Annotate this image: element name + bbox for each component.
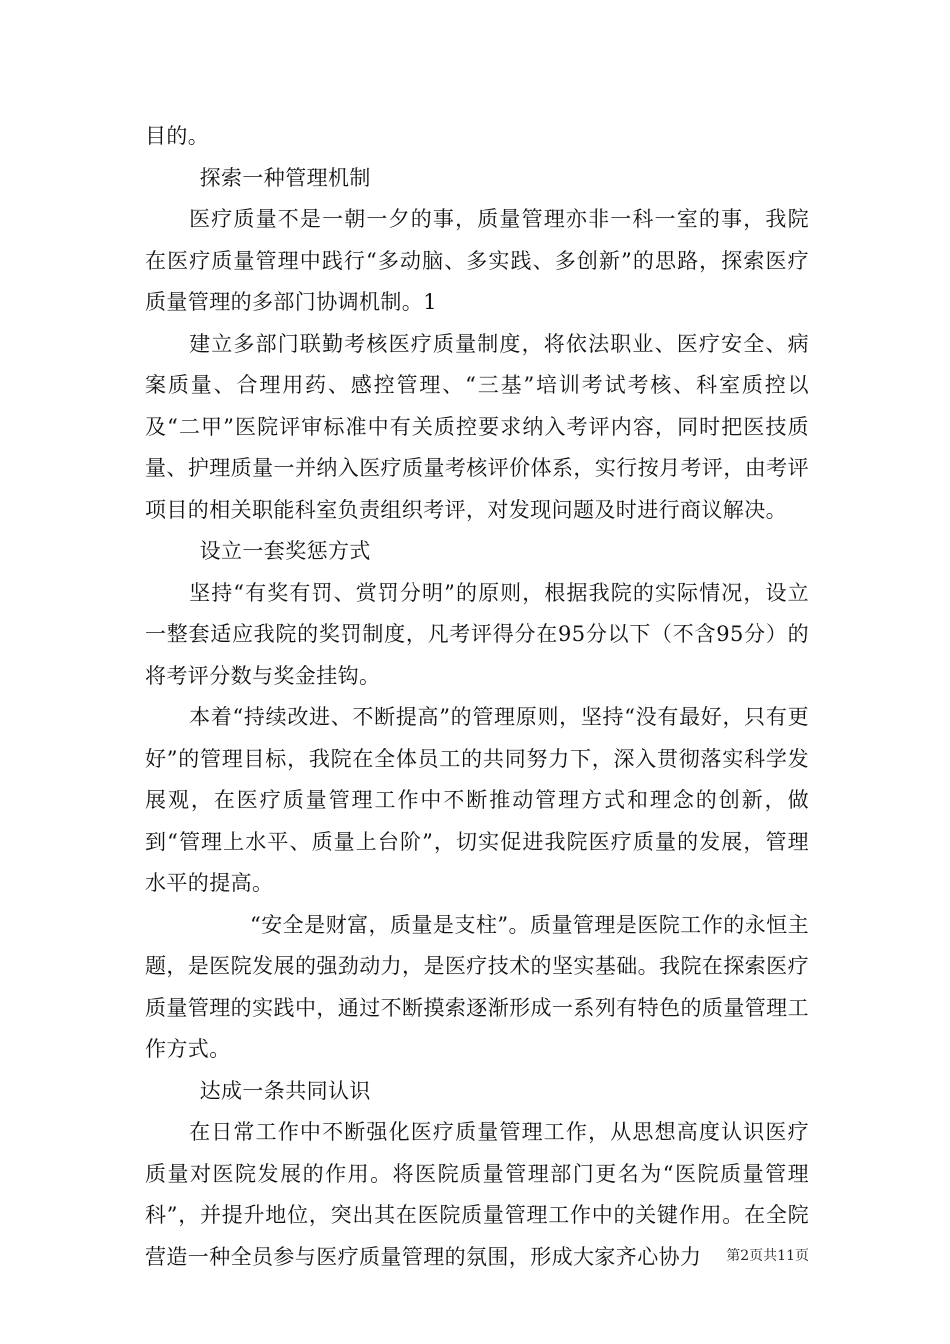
section-heading-mechanism: 探索一种管理机制: [199, 165, 371, 190]
section-heading-rewards: 设立一套奖惩方式: [199, 539, 371, 563]
page-number-footer: 第2页共11页: [726, 1248, 809, 1264]
document-body: [145, 116, 809, 1278]
section-heading-consensus: 达成一条共同认识: [199, 1078, 371, 1103]
paragraph-3: 建立多部门联勤考核医疗质量制度，将依法职业、医疗安全、病案质量、合理用药、感控管理、“三基”培训考试考核、科室质控以及“二甲”医院评审标准中有关质控要求纳入考评内容，同时把医技质量、护理质量一并纳入医疗质量考核评价体系，实行按月考评，由考评项目的相关职能科室负责组织考评，对发现问题及时进行商议解决。: [145, 331, 809, 522]
paragraph-2: 医疗质量不是一朝一夕的事，质量管理亦非一科一室的事，我院在医疗质量管理中践行“多动脑、多实践、多创新”的思路，探索医疗质量管理的多部门协调机制。1: [145, 207, 809, 314]
paragraph-6: “安全是财富，质量是支柱”。质量管理是医院工作的永恒主题，是医院发展的强劲动力，是医疗技术的坚实基础。我院在探索医疗质量管理的实践中，通过不断摸索逐渐形成一系列有特色的质量管理工作方式。: [145, 912, 809, 1061]
paragraph-5: 本着“持续改进、不断提高”的管理原则，坚持“没有最好，只有更好”的管理目标，我院在全体员工的共同努力下，深入贯彻落实科学发展观，在医疗质量管理工作中不断推动管理方式和理念的创新，做到“管理上水平、质量上台阶”，切实促进我院医疗质量的发展，管理水平的提高。: [145, 705, 809, 895]
paragraph-4: 坚持“有奖有罚、赏罚分明”的原则，根据我院的实际情况，设立一整套适应我院的奖罚制度，凡考评得分在95分以下（不含95分）的将考评分数与奖金挂钩。: [145, 580, 809, 688]
paragraph-7: 在日常工作中不断强化医疗质量管理工作，从思想高度认识医疗质量对医院发展的作用。将医院质量管理部门更名为“医院质量管理科”，并提升地位，突出其在医院质量管理工作中的关键作用。在全院营造一种全员参与医疗质量管理的氛围，形成大家齐心协力: [145, 1120, 809, 1269]
paragraph-1: 目的。: [145, 124, 210, 148]
